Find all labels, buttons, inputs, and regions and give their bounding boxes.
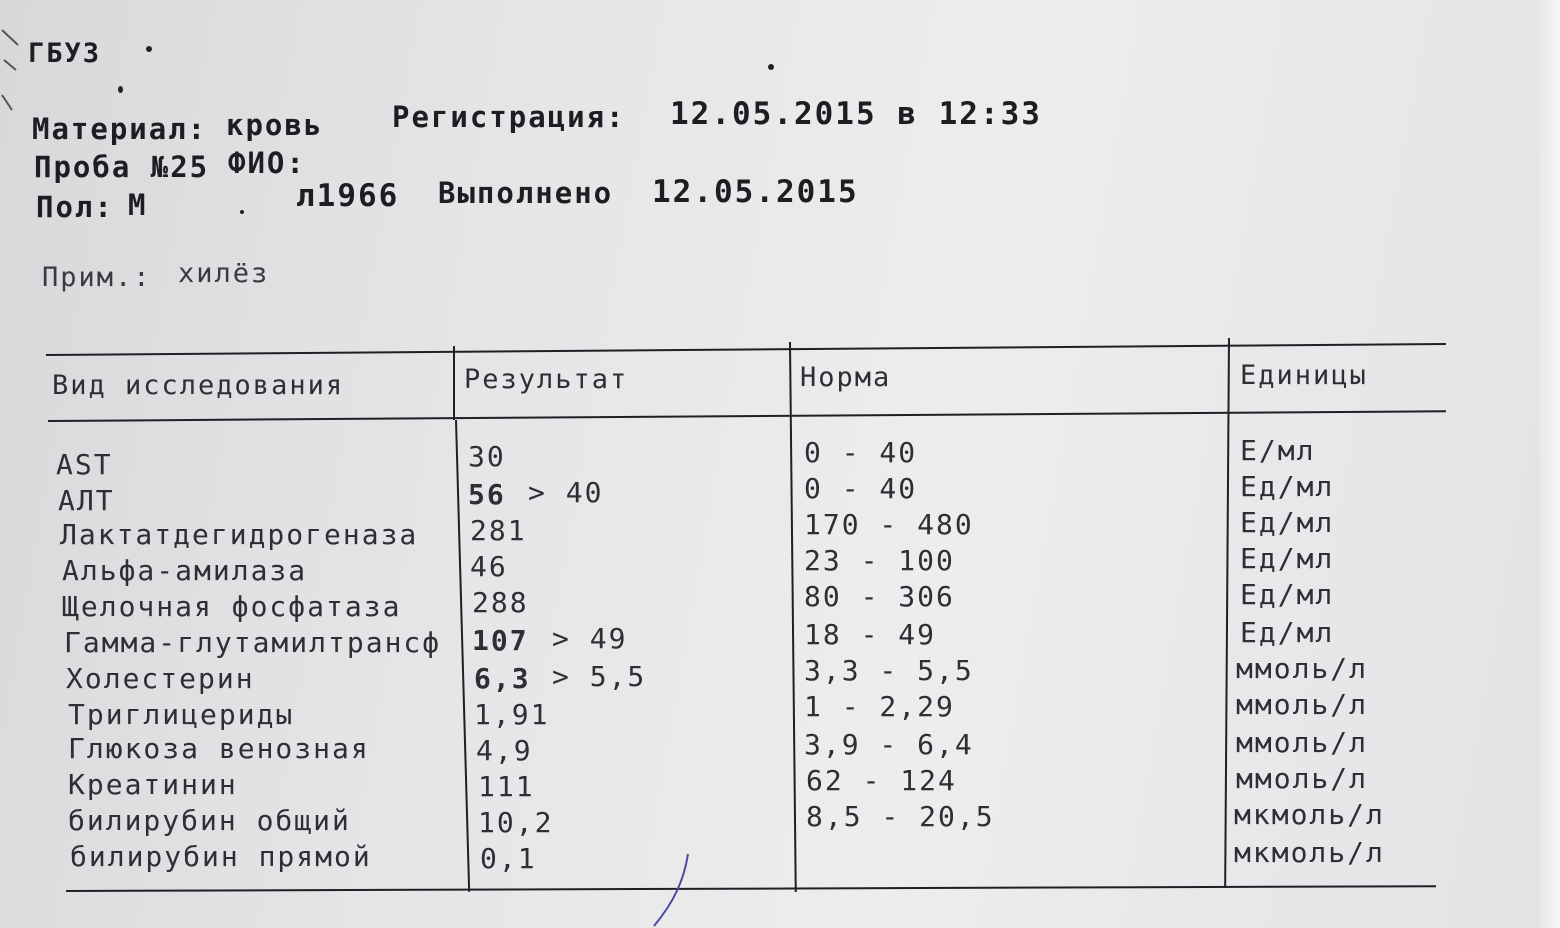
test-name: Щелочная фосфатаза xyxy=(62,590,402,623)
result-flag: > 5,5 xyxy=(552,660,647,693)
test-name: Гамма-глутамилтрансф xyxy=(64,626,442,659)
unit: мкмоль/л xyxy=(1234,798,1385,831)
unit: Ед/мл xyxy=(1240,578,1335,611)
test-name: Триглицериды xyxy=(68,698,295,731)
norm-range: 0 - 40 xyxy=(804,436,918,469)
table-header-border xyxy=(48,410,1446,422)
result-value: 111 xyxy=(478,770,535,803)
table-top-border xyxy=(46,343,1446,356)
unit: Ед/мл xyxy=(1240,542,1335,575)
unit: Ед/мл xyxy=(1240,506,1335,539)
result-value: 10,2 xyxy=(478,806,554,839)
sample-label: Проба №25 xyxy=(34,150,210,184)
material-label: Материал: xyxy=(32,112,208,146)
norm-range: 1 - 2,29 xyxy=(804,690,955,723)
test-name: билирубин общий xyxy=(68,804,351,837)
sex-label: Пол: xyxy=(36,190,114,224)
org-name: ГБУЗ xyxy=(28,38,102,69)
unit: Е/мл xyxy=(1240,434,1316,467)
unit: Ед/мл xyxy=(1240,616,1335,649)
result-flag: > 40 xyxy=(528,476,604,509)
test-name: Глюкоза венозная xyxy=(68,732,370,765)
test-name: Холестерин xyxy=(66,662,255,695)
result-value: 4,9 xyxy=(476,734,533,767)
test-name: Креатинин xyxy=(68,768,238,801)
paper-edge xyxy=(1540,0,1560,928)
col-divider-3 xyxy=(1224,338,1230,888)
test-name: АЛТ xyxy=(58,484,115,517)
table-bottom-border xyxy=(66,885,1436,892)
material-value: кровь xyxy=(226,108,324,142)
col-header-test: Вид исследования xyxy=(52,370,345,401)
unit: Ед/мл xyxy=(1240,470,1335,503)
speck xyxy=(240,210,244,214)
norm-range: 3,9 - 6,4 xyxy=(804,728,974,761)
registration-label: Регистрация: xyxy=(392,100,626,134)
result-flag: > 49 xyxy=(552,622,628,655)
test-name: Лактатдегидрогеназа xyxy=(60,518,419,551)
norm-range: 18 - 49 xyxy=(804,618,937,651)
result-value: 0,1 xyxy=(480,842,537,875)
unit: ммоль/л xyxy=(1236,726,1369,759)
norm-range: 170 - 480 xyxy=(804,508,974,541)
unit: мкмоль/л xyxy=(1234,836,1385,869)
col-divider-1-head xyxy=(453,346,455,420)
pen-mark xyxy=(640,850,700,928)
col-header-result: Результат xyxy=(464,364,629,395)
result-value: 6,3 xyxy=(474,662,531,695)
col-header-norm: Норма xyxy=(800,362,892,393)
col-divider-2 xyxy=(789,342,797,892)
test-name: AST xyxy=(56,448,113,481)
col-header-units: Единицы xyxy=(1240,360,1368,391)
registration-value: 12.05.2015 в 12:33 xyxy=(670,96,1042,132)
birth-year: л1966 xyxy=(296,178,400,214)
norm-range: 3,3 - 5,5 xyxy=(804,654,974,687)
note-value: хилёз xyxy=(178,258,270,289)
test-name: билирубин прямой xyxy=(70,840,372,873)
completed-label: Выполнено xyxy=(438,176,614,210)
result-value: 30 xyxy=(468,440,506,473)
note-label: Прим.: xyxy=(42,262,152,293)
result-value: 107 xyxy=(472,624,529,657)
norm-range: 8,5 - 20,5 xyxy=(806,800,995,833)
result-value: 1,91 xyxy=(474,698,550,731)
norm-range: 0 - 40 xyxy=(804,472,918,505)
result-value: 281 xyxy=(470,514,527,547)
speck xyxy=(118,86,123,93)
unit: ммоль/л xyxy=(1236,688,1369,721)
norm-range: 23 - 100 xyxy=(804,544,955,577)
result-value: 46 xyxy=(470,550,508,583)
result-value: 288 xyxy=(472,586,529,619)
speck xyxy=(768,64,774,70)
unit: ммоль/л xyxy=(1236,652,1369,685)
result-value: 56 xyxy=(468,478,506,511)
norm-range: 62 - 124 xyxy=(806,764,957,797)
norm-range: 80 - 306 xyxy=(804,580,955,613)
fio-label: ФИО: xyxy=(228,146,306,180)
test-name: Альфа-амилаза xyxy=(62,554,308,587)
speck xyxy=(146,46,152,52)
completed-value: 12.05.2015 xyxy=(652,174,859,210)
sex-value: М xyxy=(128,188,148,222)
unit: ммоль/л xyxy=(1236,762,1369,795)
